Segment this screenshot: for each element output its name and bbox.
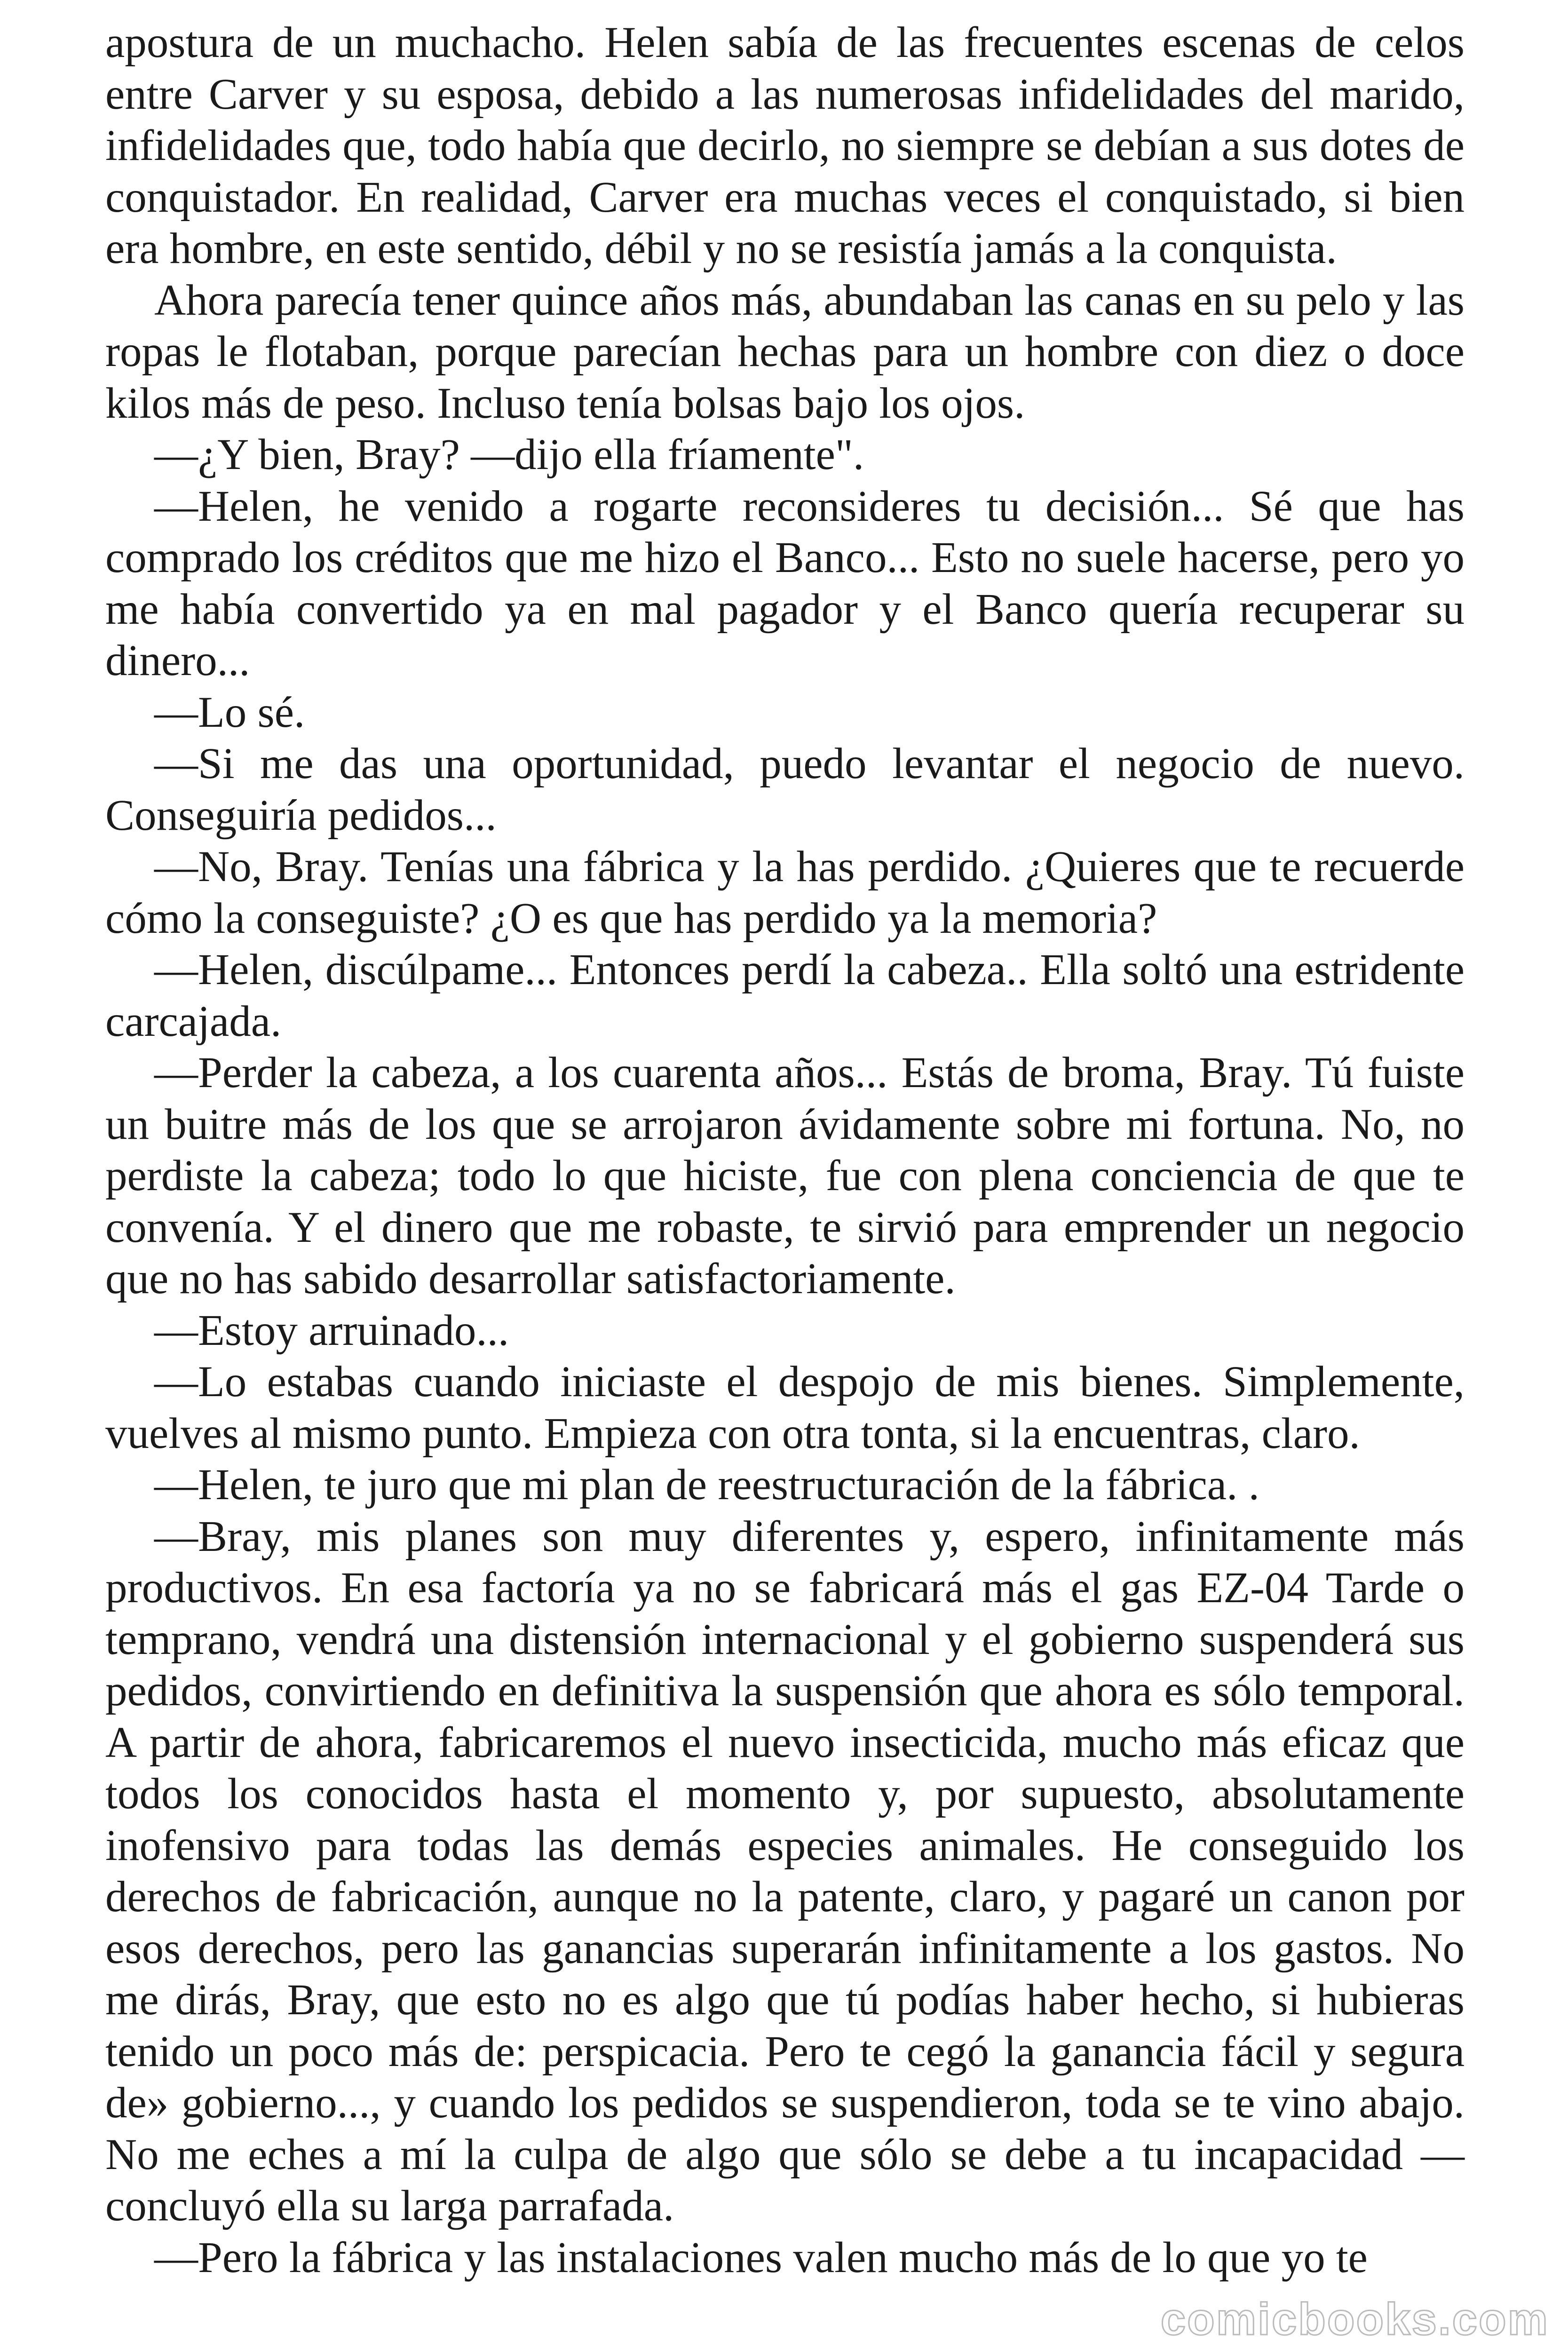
paragraph: —Helen, he venido a rogarte reconsideres tu decisión... Sé que has comprado los créditos que me hizo el Banco... Esto no suele hacerse, pero yo me había convertido ya en mal pagador y el Banco quería recuperar su dinero... <box>105 482 1465 685</box>
paragraph: —No, Bray. Tenías una fábrica y la has perdido. ¿Quieres que te recuerde cómo la conseguiste? ¿O es que has perdido ya la memoria? <box>105 842 1465 943</box>
paragraph: —Lo estabas cuando iniciaste el despojo de mis bienes. Simplemente, vuelves al mismo punto. Empieza con otra tonta, si la encuentras, claro. <box>105 1358 1465 1458</box>
paragraph: —Bray, mis planes son muy diferentes y, espero, infinitamente más productivos. En esa factoría ya no se fabricará más el gas EZ-04 Tarde o temprano, vendrá una distensión internacional y el gobierno suspenderá sus pedidos, convirtiendo en definitiva la suspensión que ahora es sólo temporal. A partir de ahora, fabricaremos el nuevo insecticida, mucho más eficaz que todos los conocidos hasta el momento y, por supuesto, absolutamente inofensivo para todas las demás especies animales. He conseguido los derechos de fabricación, aunque no la patente, claro, y pagaré un canon por esos derechos, pero las ganancias superarán infinitamente a los gastos. No me dirás, Bray, que esto no es algo que tú podías haber hecho, si hubieras tenido un poco más de: perspicacia. Pero te cegó la ganancia fácil y segura de» gobierno..., y cuando los pedidos se suspendieron, toda se te vino abajo. No me eches a mí la culpa de algo que sólo se debe a tu incapacidad —concluyó ella su larga parrafada. <box>105 1512 1465 2230</box>
page-text <box>105 17 1465 2283</box>
paragraph: —¿Y bien, Bray? —dijo ella fríamente". <box>154 430 864 479</box>
paragraph: —Helen, te juro que mi plan de reestructuración de la fábrica. . <box>154 1461 1259 1509</box>
paragraph: —Pero la fábrica y las instalaciones valen mucho más de lo que yo te <box>154 2233 1368 2282</box>
watermark: comicbooks.com <box>1160 2294 1549 2344</box>
paragraph: —Lo sé. <box>154 688 305 737</box>
paragraph: —Helen, discúlpame... Entonces perdí la cabeza.. Ella soltó una estridente carcajada. <box>105 946 1465 1046</box>
paragraph: —Estoy arruinado... <box>154 1306 509 1355</box>
paragraph: —Perder la cabeza, a los cuarenta años... Estás de broma, Bray. Tú fuiste un buitre más de los que se arrojaron ávidamente sobre mi fortuna. No, no perdiste la cabeza; todo lo que hiciste, fue con plena conciencia de que te convenía. Y el dinero que me robaste, te sirvió para emprender un negocio que no has sabido desarrollar satisfactoriamente. <box>105 1049 1465 1303</box>
paragraph: —Si me das una oportunidad, puedo levantar el negocio de nuevo. Conseguiría pedidos... <box>105 739 1465 840</box>
paragraph: apostura de un muchacho. Helen sabía de las frecuentes escenas de celos entre Carver y su esposa, debido a las numerosas infidelidades del marido, infidelidades que, todo había que decirlo, no siempre se debían a sus dotes de conquistador. En realidad, Carver era muchas veces el conquistado, si bien era hombre, en este sentido, débil y no se resistía jamás a la conquista. <box>105 18 1465 273</box>
paragraph: Ahora parecía tener quince años más, abundaban las canas en su pelo y las ropas le flotaban, porque parecían hechas para un hombre con diez o doce kilos más de peso. Incluso tenía bolsas bajo los ojos. <box>105 276 1465 428</box>
